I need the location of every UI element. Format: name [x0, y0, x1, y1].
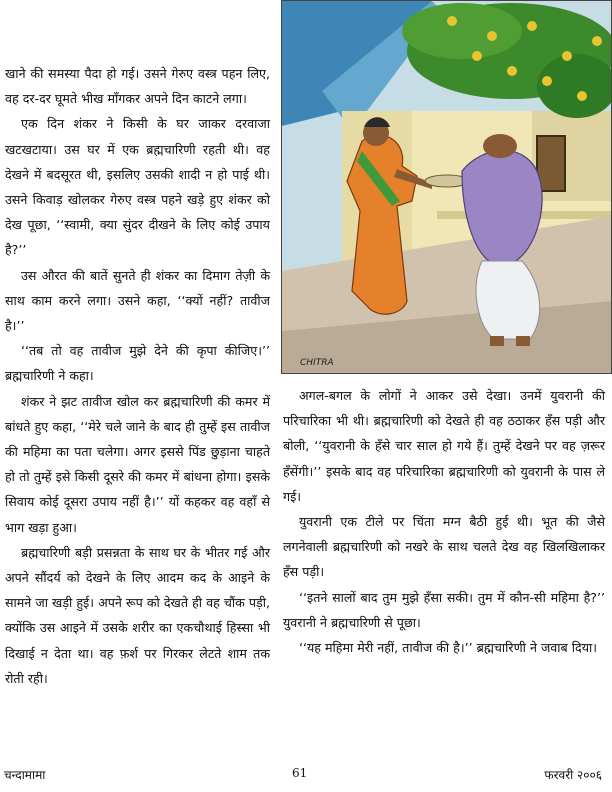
page-number: 61 — [292, 766, 308, 780]
paragraph: एक दिन शंकर ने किसी के घर जाकर दरवाजा खटखटाया। उस घर में एक ब्रह्मचारिणी रहती थी। वह देखने में बदसूरत थी, इसलिए उसकी शादी न हो पाई थी। उसने किवाड़ खोलकर गेरुए वस्त्र पहने खड़े हुए शंकर को देख पूछा, ‘‘स्वामी, क्या सुंदर दीखने के लिए कोई उपाय है?’’ — [5, 116, 270, 258]
paragraph: शंकर ने झट तावीज खोल कर ब्रह्मचारिणी की कमर में बांधते हुए कहा, ‘‘मेरे चले जाने के बाद ही तुम्हें इस तावीज की महिमा का पता चलेगा। अगर इससे पिंड छुड़ाना चाहते हो तो तुम्हें इसे किसी दूसरे की कमर में बांधना होगा। इसके सिवाय कोई दूसरा उपाय नहीं है।’’ यों कहकर वह वहाँ से भाग खड़ा हुआ। — [5, 393, 270, 535]
paragraph: अगल-बगल के लोगों ने आकर उसे देखा। उनमें युवरानी की परिचारिका भी थी। ब्रह्मचारिणी को देखते ही वह ठठाकर हँस पड़ी और बोली, ‘‘युवरानी के हँसे चार साल हो गये हैं। तुम्हें देखने पर वह ज़रूर हँसेंगी।’’ इसके बाद वह परिचारिका ब्रह्मचारिणी को युवरानी के पास ले गई। — [283, 388, 606, 504]
paragraph: ‘‘इतने सालों बाद तुम मुझे हँसा सकी। तुम में कौन-सी महिमा है?’’ युवरानी ने ब्रह्मचारिणी से पूछा। — [283, 589, 605, 630]
illustrator-signature: CHITRA — [300, 358, 334, 368]
issue-date: फरवरी २००६ — [544, 768, 602, 782]
paragraph: युवरानी एक टीले पर चिंता मग्न बैठी हुई थी। भूत की जैसे लगनेवाली ब्रह्मचारिणी को नखरे के साथ चलते देख वह खिलखिलाकर हँस पड़ी। — [283, 514, 605, 580]
left-column — [5, 61, 270, 691]
paragraph: उस औरत की बातें सुनते ही शंकर का दिमाग तेज़ी के साथ काम करने लगा। उसने कहा, ‘‘क्यों नहीं? तावीज है।’’ — [5, 267, 270, 334]
paragraph: ‘‘तब तो वह तावीज मुझे देने की कृपा कीजिए।’’ ब्रह्मचारिणी ने कहा। — [5, 343, 270, 384]
paragraph: ‘‘यह महिमा मेरी नहीं, तावीज की है।’’ ब्रह्मचारिणी ने जवाब दिया। — [299, 640, 598, 656]
paragraph: खाने की समस्या पैदा हो गई। उसने गेरुए वस्त्र पहन लिए, वह दर-दर घूमते भीख माँगकर अपने दिन काटने लगा। — [5, 66, 270, 107]
magazine-name: चन्दामामा — [4, 768, 46, 782]
story-illustration — [281, 0, 612, 374]
right-column — [283, 383, 605, 660]
paragraph: ब्रह्मचारिणी बड़ी प्रसन्नता के साथ घर के भीतर गई और अपने सौंदर्य को देखने के लिए आदम कद के आइने के सामने जा खड़ी हुई। अपने रूप को देखते ही वह चौंक पड़ी, क्योंकि उस आइने में उसके शरीर का एकचौथाई हिस्सा भी दिखाई न देता था। वह फ़र्श पर गिरकर लेटते शाम तक रोती रही। — [5, 544, 270, 686]
